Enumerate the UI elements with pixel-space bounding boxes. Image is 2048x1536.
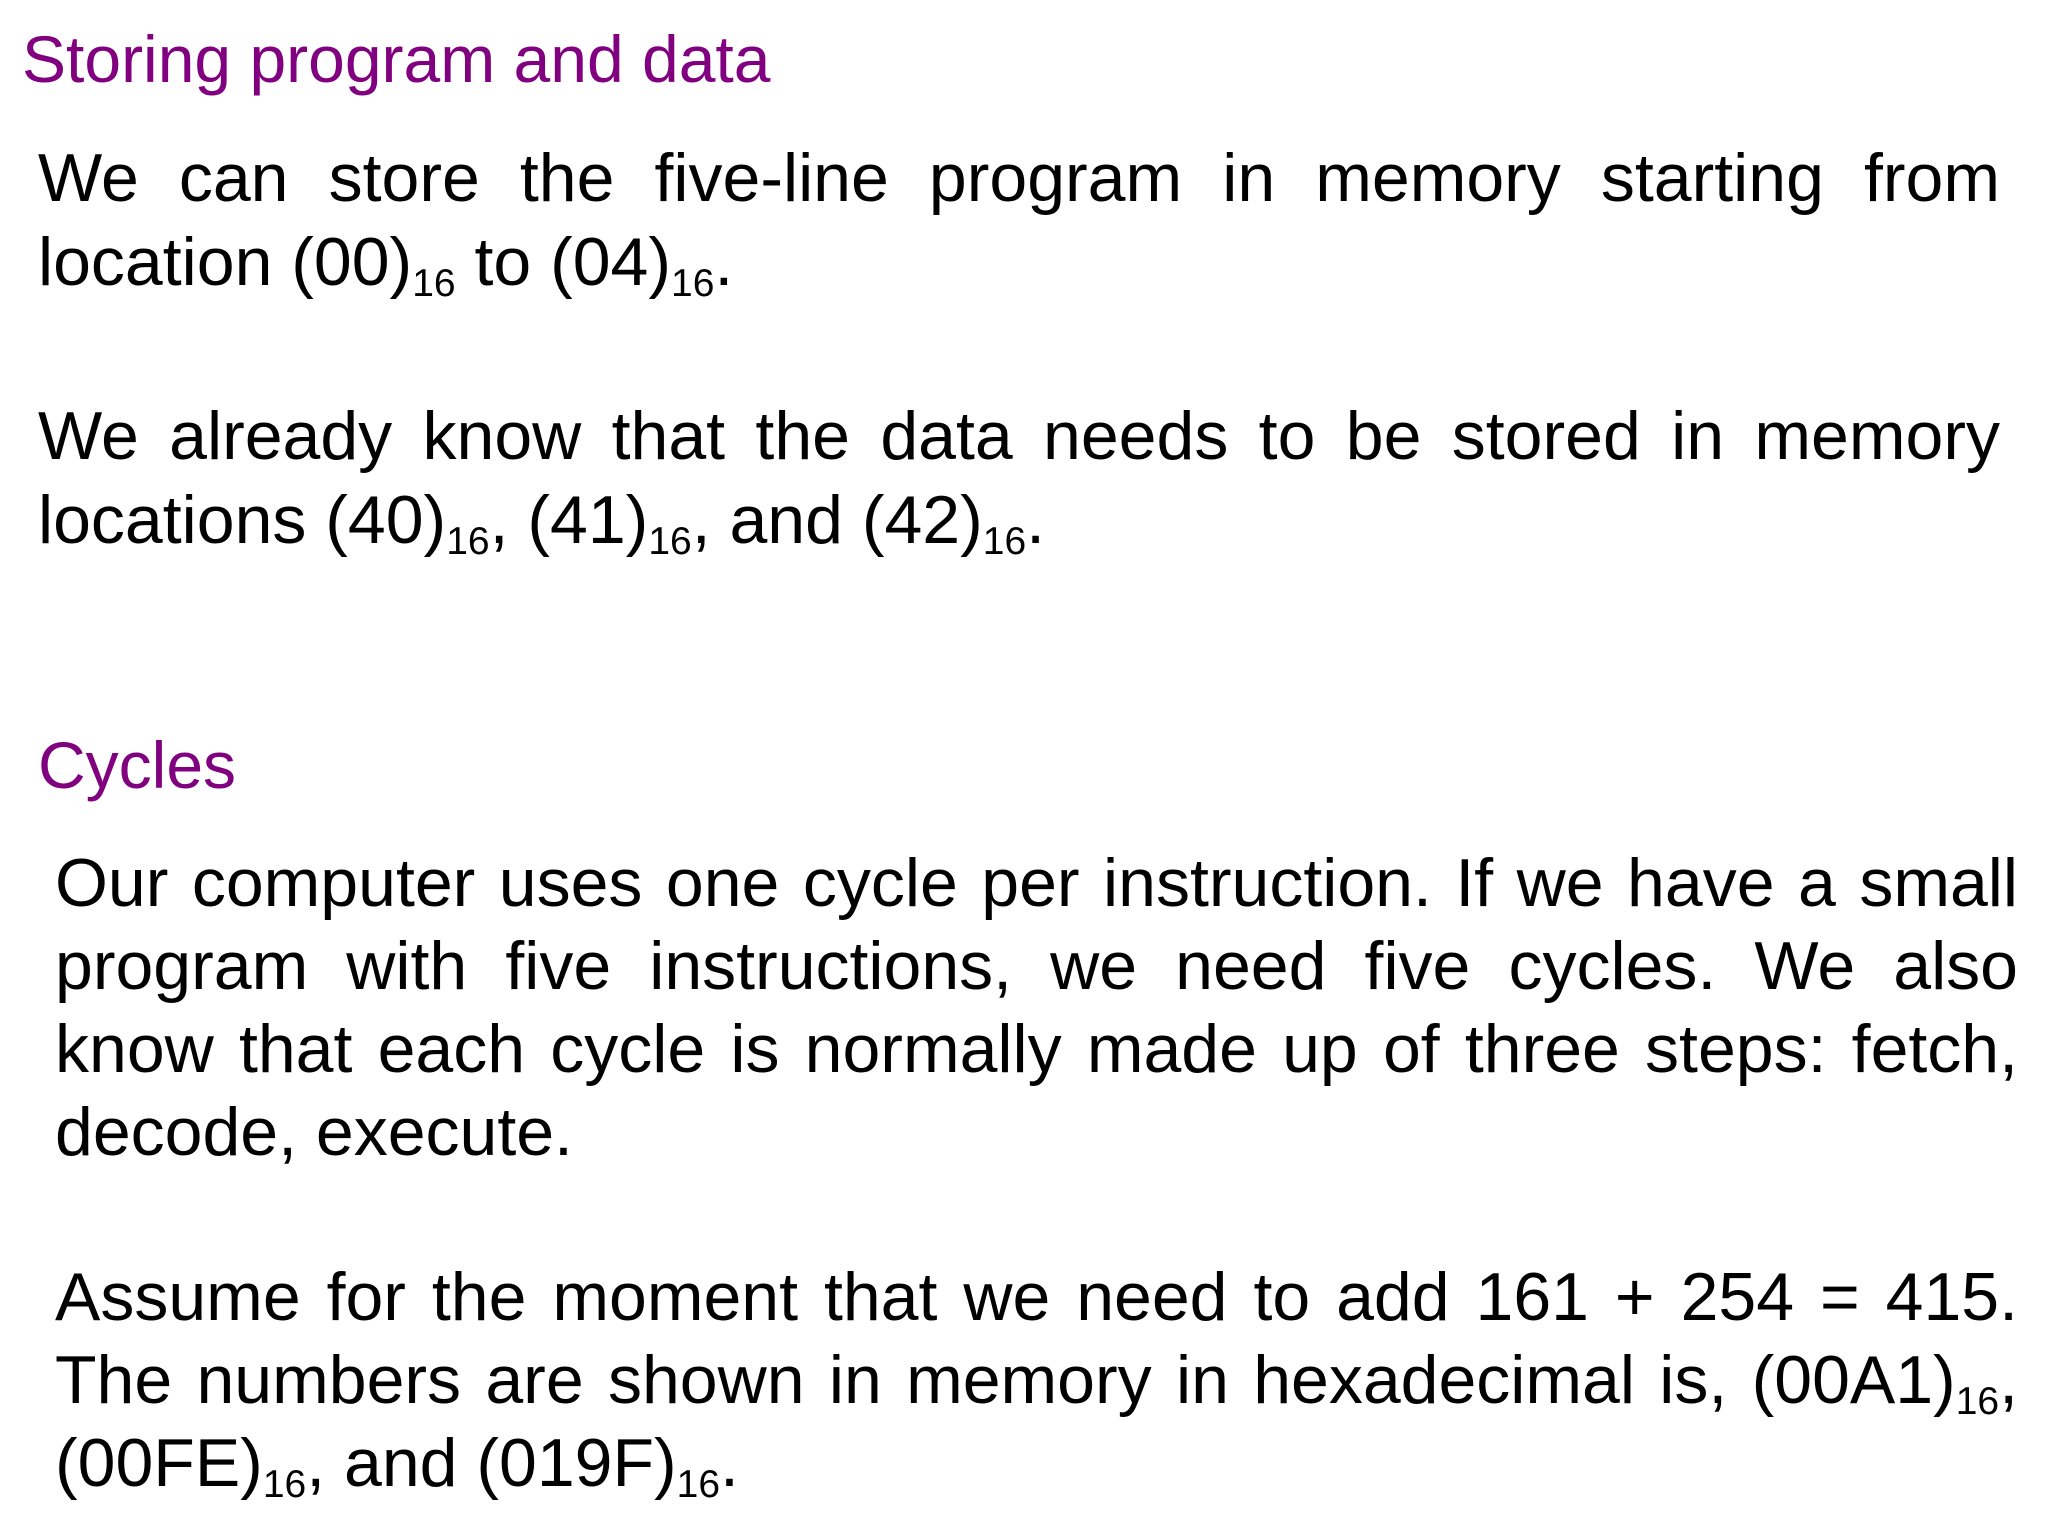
text-run: . xyxy=(720,1425,739,1501)
text-run: , (00FE) xyxy=(55,1342,2018,1501)
subscript: 16 xyxy=(671,261,715,305)
text-run: to (04) xyxy=(455,224,672,300)
text-run: , (41) xyxy=(489,482,649,558)
text-run: , and (019F) xyxy=(306,1425,677,1501)
subscript: 16 xyxy=(412,261,456,305)
text-run: We already know that the data needs to be stored in memory locations (40) xyxy=(38,398,2000,558)
text-run: , and (42) xyxy=(691,482,983,558)
subscript: 16 xyxy=(676,1462,721,1506)
subscript: 16 xyxy=(446,519,490,563)
text-run: . xyxy=(714,224,734,300)
subscript: 16 xyxy=(262,1462,307,1506)
paragraph-data-locations xyxy=(38,394,2000,562)
text-run: Assume for the moment that we need to add 161 + 254 = 415. The numbers are shown in memory in hexadecimal is, (00A1) xyxy=(55,1259,2018,1418)
subscript: 16 xyxy=(982,519,1027,563)
heading-storing: Storing program and data xyxy=(22,22,771,96)
text-run: Our computer uses one cycle per instruction. If we have a small program with five instructions, we need five cycles. We also know that each cycle is normally made up of three steps: fetch, decode, execute. xyxy=(55,845,2018,1170)
heading-cycles: Cycles xyxy=(38,728,237,802)
subscript: 16 xyxy=(648,519,692,563)
text-run: We can store the five-line program in memory starting from location (00) xyxy=(38,140,2000,300)
paragraph-store-program xyxy=(38,136,2000,304)
subscript: 16 xyxy=(1955,1379,2000,1423)
paragraph-cycles xyxy=(55,842,2018,1174)
paragraph-assume xyxy=(55,1256,2018,1505)
text-run: . xyxy=(1026,482,1046,558)
